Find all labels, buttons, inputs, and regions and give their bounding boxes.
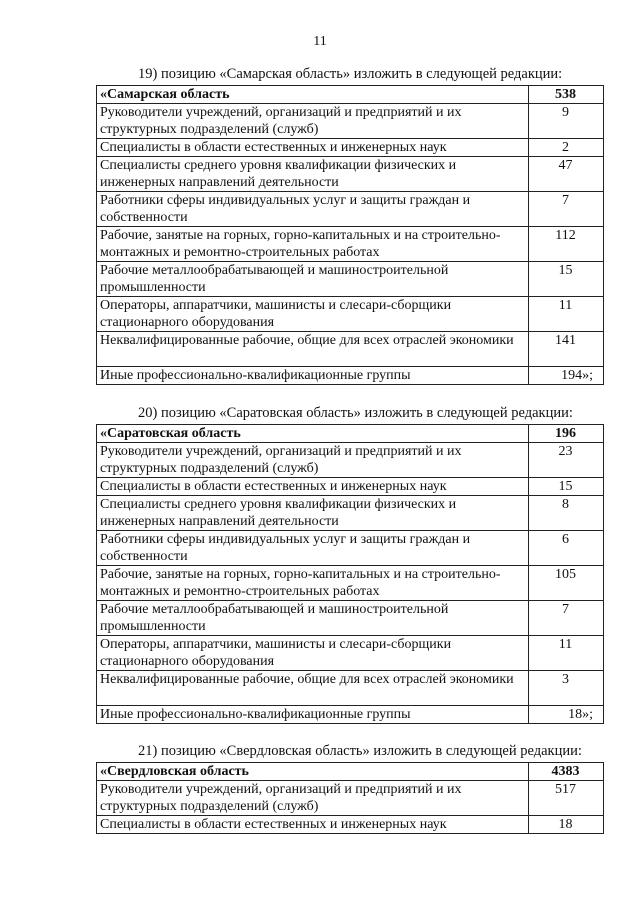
- group-value: 517: [529, 781, 604, 816]
- group-name: Рабочие металлообрабатывающей и машиностроительной промышленности: [97, 601, 529, 636]
- group-name: Операторы, аппаратчики, машинисты и слесари-сборщики стационарного оборудования: [97, 297, 529, 332]
- group-value: 9: [529, 104, 604, 139]
- region-name: «Самарская область: [97, 86, 529, 104]
- group-value: 47: [529, 157, 604, 192]
- group-name: Специалисты в области естественных и инженерных наук: [97, 816, 529, 834]
- group-value: 11: [529, 636, 604, 671]
- table-row: [97, 636, 604, 671]
- region-table: [96, 85, 604, 385]
- table-row: [97, 227, 604, 262]
- group-name: Неквалифицированные рабочие, общие для всех отраслей экономики: [97, 671, 529, 706]
- region-total: 196: [529, 425, 604, 443]
- table-header-row: [97, 763, 604, 781]
- group-value: 23: [529, 443, 604, 478]
- group-value: 105: [529, 566, 604, 601]
- region-table: [96, 424, 604, 724]
- group-name: Руководители учреждений, организаций и предприятий и их структурных подразделений (служб): [97, 443, 529, 478]
- table-row: [97, 332, 604, 367]
- table-row: [97, 531, 604, 566]
- table-row: [97, 478, 604, 496]
- group-value: 15: [529, 478, 604, 496]
- table-row: [97, 496, 604, 531]
- group-value: 18: [529, 816, 604, 834]
- section-saratov: [96, 405, 602, 724]
- table-row: [97, 781, 604, 816]
- table-row: [97, 157, 604, 192]
- table-row: [97, 104, 604, 139]
- section-intro: 20) позицию «Саратовская область» изложить в следующей редакции:: [138, 405, 573, 421]
- region-table: [96, 762, 604, 834]
- table-row: [97, 139, 604, 157]
- region-total: 4383: [529, 763, 604, 781]
- group-name: Рабочие, занятые на горных, горно-капитальных и на строительно-монтажных и ремонтно-строительных работах: [97, 227, 529, 262]
- group-name: Руководители учреждений, организаций и предприятий и их структурных подразделений (служб): [97, 104, 529, 139]
- group-value: 6: [529, 531, 604, 566]
- region-total: 538: [529, 86, 604, 104]
- table-row: [97, 262, 604, 297]
- group-value: 3: [529, 671, 604, 706]
- group-value: 141: [529, 332, 604, 367]
- group-value: 15: [529, 262, 604, 297]
- group-value: 8: [529, 496, 604, 531]
- group-value: 7: [529, 601, 604, 636]
- section-sverdlovsk: [96, 743, 602, 834]
- section-intro: 19) позицию «Самарская область» изложить в следующей редакции:: [138, 66, 563, 82]
- group-name: Иные профессионально-квалификационные группы: [97, 367, 529, 385]
- region-name: «Саратовская область: [97, 425, 529, 443]
- group-name: Работники сферы индивидуальных услуг и защиты граждан и собственности: [97, 531, 529, 566]
- table-row: [97, 367, 604, 385]
- region-name: «Свердловская область: [97, 763, 529, 781]
- group-value: 18»;: [529, 706, 604, 724]
- group-name: Рабочие, занятые на горных, горно-капитальных и на строительно-монтажных и ремонтно-строительных работах: [97, 566, 529, 601]
- group-value: 7: [529, 192, 604, 227]
- section-intro: 21) позицию «Свердловская область» изложить в следующей редакции:: [138, 743, 582, 759]
- group-name: Операторы, аппаратчики, машинисты и слесари-сборщики стационарного оборудования: [97, 636, 529, 671]
- group-name: Иные профессионально-квалификационные группы: [97, 706, 529, 724]
- group-value: 11: [529, 297, 604, 332]
- table-row: [97, 706, 604, 724]
- group-name: Неквалифицированные рабочие, общие для всех отраслей экономики: [97, 332, 529, 367]
- group-name: Руководители учреждений, организаций и предприятий и их структурных подразделений (служб): [97, 781, 529, 816]
- table-row: [97, 671, 604, 706]
- group-value: 112: [529, 227, 604, 262]
- group-name: Специалисты среднего уровня квалификации физических и инженерных направлений деятельности: [97, 496, 529, 531]
- table-header-row: [97, 425, 604, 443]
- group-name: Работники сферы индивидуальных услуг и защиты граждан и собственности: [97, 192, 529, 227]
- table-row: [97, 566, 604, 601]
- group-name: Рабочие металлообрабатывающей и машиностроительной промышленности: [97, 262, 529, 297]
- table-row: [97, 601, 604, 636]
- group-name: Специалисты в области естественных и инженерных наук: [97, 139, 529, 157]
- group-name: Специалисты среднего уровня квалификации физических и инженерных направлений деятельности: [97, 157, 529, 192]
- table-row: [97, 297, 604, 332]
- section-samara: [96, 66, 602, 385]
- table-row: [97, 443, 604, 478]
- table-row: [97, 192, 604, 227]
- group-name: Специалисты в области естественных и инженерных наук: [97, 478, 529, 496]
- table-header-row: [97, 86, 604, 104]
- group-value: 194»;: [529, 367, 604, 385]
- page-number: 11: [313, 34, 327, 49]
- table-row: [97, 816, 604, 834]
- group-value: 2: [529, 139, 604, 157]
